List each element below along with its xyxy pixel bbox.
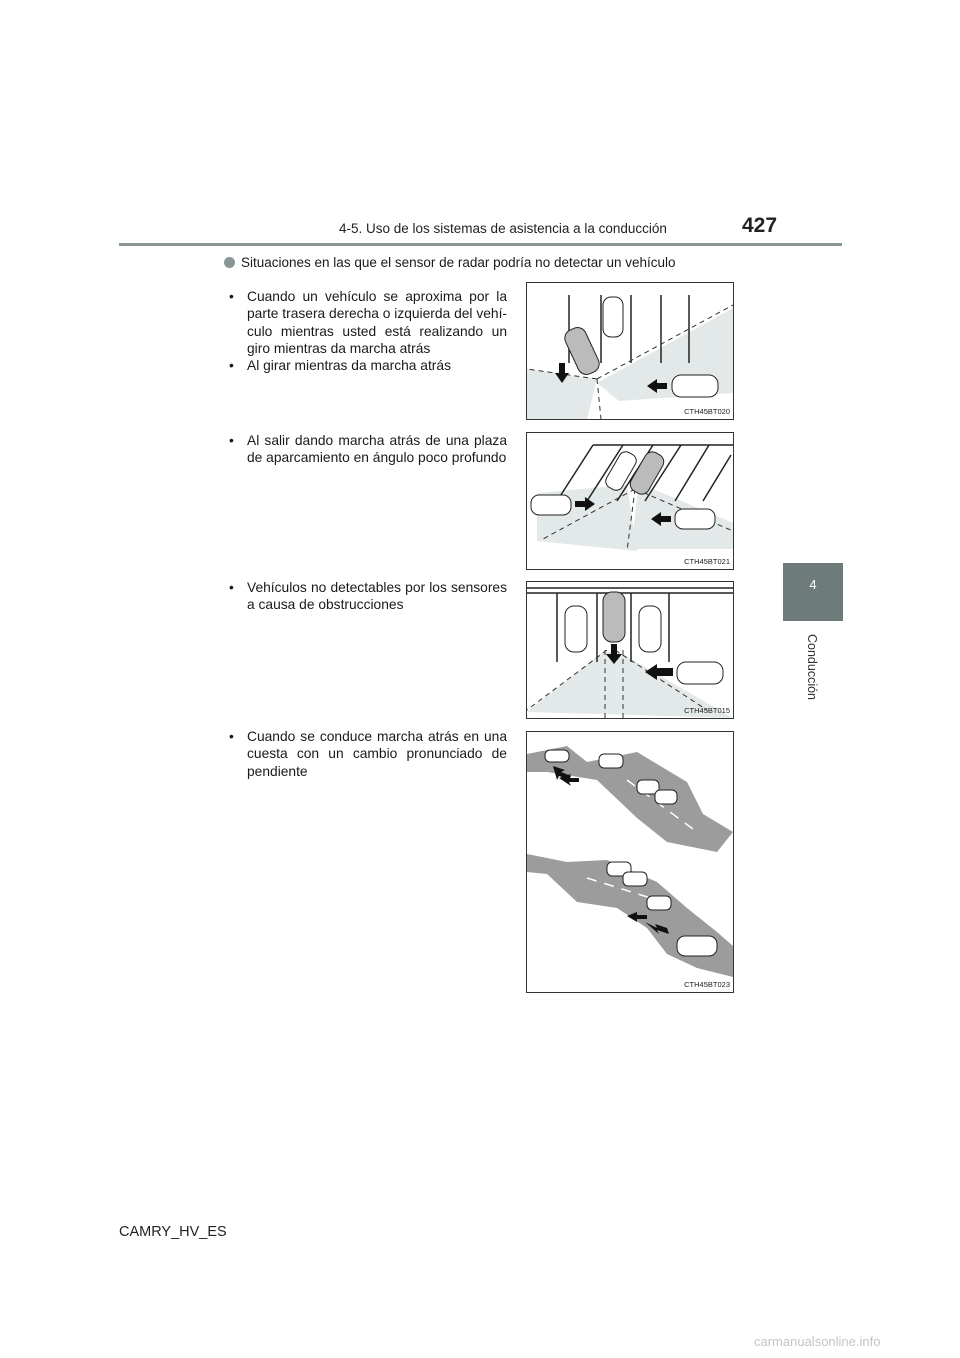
chapter-tab[interactable] (783, 563, 843, 621)
figure-code: CTH45BT020 (684, 407, 730, 416)
car (677, 936, 717, 956)
bullet-text: Al salir dando marcha atrás de una plaza de aparcamiento en ángulo poco profundo (247, 433, 507, 466)
approaching-car (677, 662, 723, 684)
reversing-car (562, 325, 602, 378)
figure-slope (526, 731, 734, 993)
list-item (229, 579, 507, 614)
list-item (229, 288, 507, 374)
figure-obstruction (526, 581, 734, 719)
bullet-circle-icon (224, 257, 235, 268)
bullet-icon: • (229, 289, 234, 304)
approaching-car (672, 375, 718, 397)
section-heading-text: Situaciones en las que el sensor de radar podría no detectar un vehículo (241, 255, 676, 270)
parked-car (603, 297, 623, 337)
figure-reversing-turn-illustration (527, 283, 733, 419)
bullet-icon: • (229, 433, 234, 448)
list-item (229, 728, 507, 780)
bullet-icon: • (229, 729, 234, 744)
approaching-car (531, 495, 571, 515)
bullet-text: Vehículos no detectables por los sensores a causa de obstrucciones (247, 580, 507, 613)
figure-angled-parking (526, 432, 734, 570)
chapter-label: Conducción (805, 633, 819, 700)
car (647, 896, 671, 910)
bullet-text: Cuando se conduce marcha atrás en una cuesta con un cambio pronunciado de pendiente (247, 729, 507, 779)
bullet-icon: • (229, 358, 234, 374)
car (655, 790, 677, 804)
watermark: carmanualsonline.info (754, 1334, 881, 1349)
parked-car (565, 606, 587, 652)
section-heading (224, 255, 676, 270)
page-number: 427 (742, 214, 778, 237)
car (545, 750, 569, 762)
figure-obstruction-illustration (527, 582, 733, 718)
figure-angled-parking-illustration (527, 433, 733, 569)
chapter-label-container (800, 630, 822, 710)
bullet-icon: • (229, 580, 234, 595)
bullet-text: Al girar mientras da marcha atrás (247, 358, 451, 374)
header-section-title: 4-5. Uso de los sistemas de asistencia a la conducción (339, 221, 667, 236)
figure-code: CTH45BT021 (684, 557, 730, 566)
car (599, 754, 623, 768)
chapter-number: 4 (809, 577, 817, 592)
parked-car (639, 606, 661, 652)
list-item (229, 432, 507, 467)
approaching-car (675, 509, 715, 529)
footer-model-code: CAMRY_HV_ES (119, 1224, 227, 1240)
header-rule (119, 243, 842, 246)
figure-slope-illustration (527, 732, 733, 992)
figure-code: CTH45BT015 (684, 706, 730, 715)
car (623, 872, 647, 886)
figure-code: CTH45BT023 (684, 980, 730, 989)
reversing-car (603, 592, 625, 642)
bullet-text: Cuando un vehículo se aproxima por la parte trasera derecha o izquierda del vehí-culo mientras usted está realizando un giro mientras da marcha atrás (247, 289, 507, 356)
figure-reversing-turn (526, 282, 734, 420)
